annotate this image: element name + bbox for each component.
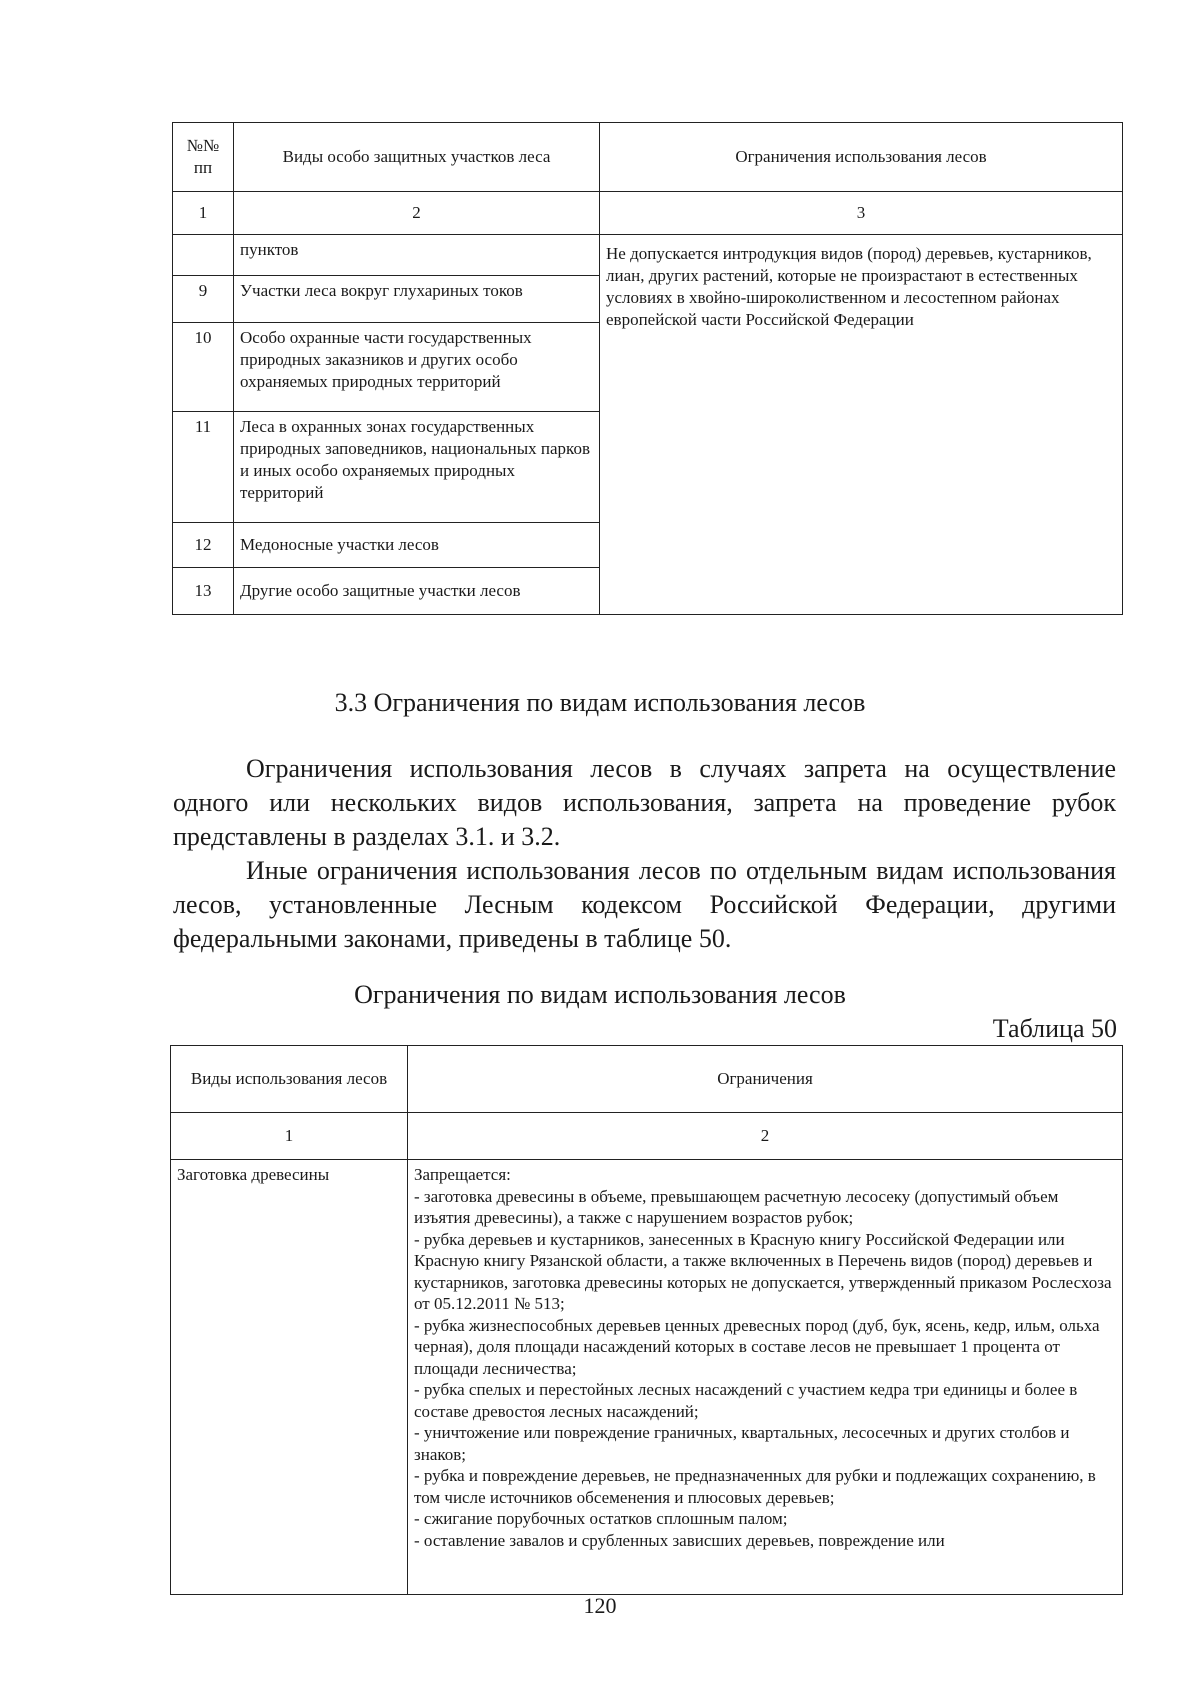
row-number: 13 <box>173 568 234 615</box>
restrictions-text: Запрещается: - заготовка древесины в объеме, превышающем расчетную лесосеку (допустимый объем изъятия древесины), а также с нарушением возрастов рубок; - рубка деревьев и кустарников, занесенных в Красную книгу Российской Федерации или Красную книгу Рязанской области, а также включенных в Перечень видов (пород) деревьев и кустарников, заготовка древесины которых не допускается, утвержденный приказом Рослесхоза от 05.12.2011 № 513; - рубка жизнеспособных деревьев ценных древесных пород (дуб, бук, ясень, кедр, ильм, ольха черная), доля площади насаждений которых в составе лесов не превышает 1 процента от площади лесничества; - рубка спелых и перестойных лесных насаждений с участием кедра три единицы и более в составе древостоя лесных насаждений; - уничтожение или повреждение граничных, квартальных, лесосечных и других столбов и знаков; - рубка и повреждение деревьев, не предназначенных для рубки и подлежащих сохранению, в том числе источников обсеменения и плюсовых деревьев; - сжигание порубочных остатков сплошным палом; - оставление завалов и срубленных зависших деревьев, повреждение или <box>408 1160 1123 1595</box>
table-row <box>173 235 1123 276</box>
header-usage-type: Виды использования лесов <box>171 1046 408 1113</box>
area-type: Другие особо защитные участки лесов <box>234 568 600 615</box>
column-number-row <box>171 1113 1123 1160</box>
column-number: 3 <box>600 192 1123 235</box>
section-title: 3.3 Ограничения по видам использования лесов <box>334 688 866 717</box>
row-number: 12 <box>173 523 234 568</box>
header-restrictions: Ограничения <box>408 1046 1123 1113</box>
area-type: пунктов <box>234 235 600 276</box>
column-number: 1 <box>173 192 234 235</box>
row-number: 11 <box>173 412 234 523</box>
area-type: Особо охранные части государственных природных заказников и других особо охраняемых природных территорий <box>234 323 600 412</box>
page-number: 120 <box>583 1593 617 1618</box>
restriction-text: Не допускается интродукция видов (пород) деревьев, кустарников, лиан, других растений, которые не произрастают в естественных условиях в хвойно-широколиственном и лесостепном районах европейской части Российской Федерации <box>600 235 1123 615</box>
column-number: 2 <box>408 1113 1123 1160</box>
table-row <box>171 1160 1123 1595</box>
body-text <box>173 752 1116 956</box>
usage-type: Заготовка древесины <box>171 1160 408 1595</box>
area-type: Участки леса вокруг глухариных токов <box>234 276 600 323</box>
column-number: 1 <box>171 1113 408 1160</box>
column-number: 2 <box>234 192 600 235</box>
row-number: 10 <box>173 323 234 412</box>
paragraph: Ограничения использования лесов в случаях запрета на осуществление одного или нескольких видов использования, запрета на проведение рубок представлены в разделах 3.1. и 3.2. <box>173 754 1116 851</box>
header-number: №№ пп <box>173 123 234 192</box>
table-header-row <box>173 123 1123 192</box>
header-restrictions: Ограничения использования лесов <box>600 123 1123 192</box>
table-title: Ограничения по видам использования лесов <box>354 980 846 1009</box>
row-number <box>173 235 234 276</box>
paragraph: Иные ограничения использования лесов по отдельным видам использования лесов, установленные Лесным кодексом Российской Федерации, другими федеральными законами, приведены в таблице 50. <box>173 856 1116 953</box>
protective-areas-table <box>172 122 1123 615</box>
column-number-row <box>173 192 1123 235</box>
table-header-row <box>171 1046 1123 1113</box>
table-number: Таблица 50 <box>992 1014 1117 1043</box>
usage-restrictions-table <box>170 1045 1123 1595</box>
row-number: 9 <box>173 276 234 323</box>
header-area-type: Виды особо защитных участков леса <box>234 123 600 192</box>
area-type: Медоносные участки лесов <box>234 523 600 568</box>
area-type: Леса в охранных зонах государственных природных заповедников, национальных парков и иных особо охраняемых природных территорий <box>234 412 600 523</box>
